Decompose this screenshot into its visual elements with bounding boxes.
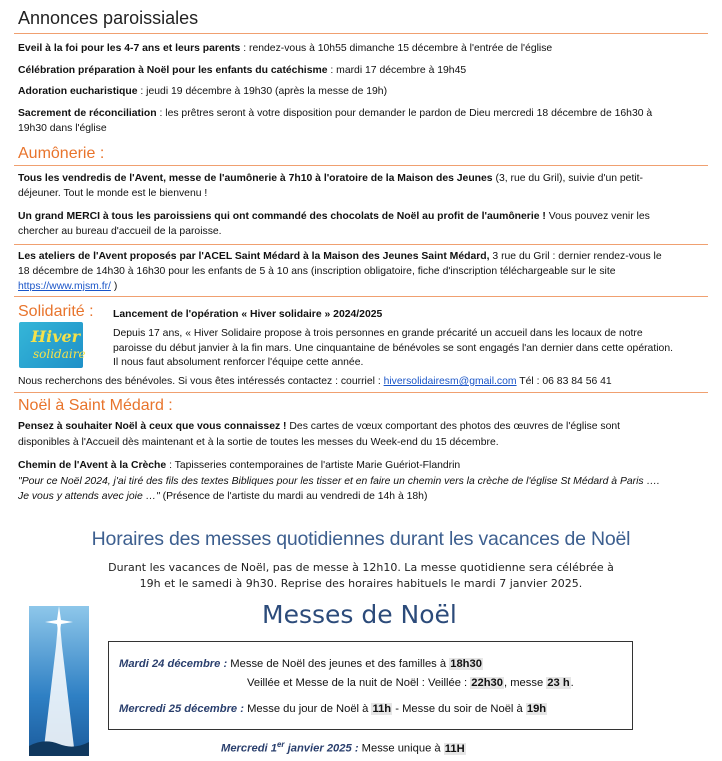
messes-box [108,641,633,730]
aumonerie-merci: Un grand MERCI à tous les paroissiens qui ont commandé des chocolats de Noël au profit de l'aumônerie ! Vous pouvez venir les chercher au bureau d'accueil de la paroisse. [18,211,650,237]
mjsm-link[interactable]: https://www.mjsm.fr/ [18,281,111,292]
divider [14,296,708,297]
messe-1-janvier: Mercredi 1er janvier 2025 : Messe unique à 11H [221,740,465,755]
star-icon [29,606,89,756]
divider [14,244,708,245]
aumonerie-title: Aumônerie : [18,145,105,162]
noel-chemin: Chemin de l'Avent à la Crèche : Tapisseries contemporaines de l'artiste Marie Guériot-Flandrin "Pour ce Noël 2024, j'ai tiré des fils des textes Bibliques pour les tisser et en faire un chemin vers la crèche de l'église St Médard à Paris …. Je vous y attends avec joie …" (Présence de l'artiste du mardi au vendredi de 14h à 18h) [18,460,660,502]
hiver-solidaire-logo [19,322,86,368]
solidarite-text: Depuis 17 ans, « Hiver Solidaire propose à trois personnes en grande précarité un accueil dans les locaux de notre paroisse du début janvier à la fin mars. Une cinquantaine de bénévoles se sont engagés l'an dernier dans cette opération. Il nous faut absolument renforcer l'équipe cette année. [113,328,673,368]
ateliers-avent: Les ateliers de l'Avent proposés par l'ACEL Saint Médard à la Maison des Jeunes Saint Médard, 3 rue du Gril : dernier rendez-vous le 18 décembre de 14h30 à 16h30 pour les enfants de 5 à 10 ans (inscription obligatoire, fiche d'inscription téléchargeable sur le site https://www.mjsm.fr/ ) [18,251,662,292]
messe-24-nuit: Veillée et Messe de la nuit de Noël : Veillée : 22h30, messe 23 h. [247,677,574,689]
divider [14,392,708,393]
noel-cartes: Pensez à souhaiter Noël à ceux que vous connaissez ! Des cartes de vœux comportant des photos des œuvres de l'église sont disponibles à l'Accueil dès maintenant et à la sortie de toutes les messes du Week-end du 15 décembre. [18,421,621,448]
solidarite-title: Solidarité : [18,303,94,320]
annonce-eveil: Eveil à la foi pour les 4-7 ans et leurs parents : rendez-vous à 10h55 dimanche 15 décembre à l'entrée de l'église [18,43,553,54]
annonce-reconciliation: Sacrement de réconciliation : les prêtres seront à votre disposition pour demander le pardon de Dieu mercredi 18 décembre de 16h30 à 19h30 dans l'église [18,108,653,134]
noel-sm-title: Noël à Saint Médard : [18,397,173,414]
horaires-title: Horaires des messes quotidiennes durant les vacances de Noël [91,528,631,550]
logo-word-hiver: Hiver [31,327,81,346]
star-image [29,606,89,756]
logo-word-solidaire: solidaire [33,347,86,361]
divider [14,165,708,166]
annonce-catechisme: Célébration préparation à Noël pour les enfants du catéchisme : mardi 17 décembre à 19h45 [18,65,467,76]
aumonerie-vendredis: Tous les vendredis de l'Avent, messe de l'aumônerie à 7h10 à l'oratoire de la Maison des Jeunes (3, rue du Gril), suivie d'un petit- déjeuner. Tout le monde est le bienvenu ! [18,173,643,199]
messe-25: Mercredi 25 décembre : Messe du jour de Noël à 11h - Messe du soir de Noël à 19h [119,703,547,715]
email-link[interactable]: hiversolidairesm@gmail.com [383,376,517,387]
annonce-adoration: Adoration eucharistique : jeudi 19 décembre à 19h30 (après la messe de 19h) [18,86,388,97]
messes-noel-title: Messes de Noël [262,600,457,629]
annonces-title: Annonces paroissiales [18,8,199,28]
solidarite-heading: Lancement de l'opération « Hiver solidaire » 2024/2025 [113,309,383,320]
divider [14,33,708,34]
horaires-text: Durant les vacances de Noël, pas de messe à 12h10. La messe quotidienne sera célébrée à 19h et le samedi à 9h30. Reprise des horaires habituels le mardi 7 janvier 2025. [108,561,614,590]
solidarite-contact: Nous recherchons des bénévoles. Si vous êtes intéressés contactez : courriel : hiversolidairesm@gmail.com Tél : 06 83 84 56 41 [18,376,612,387]
messe-24-jeunes: Mardi 24 décembre : Messe de Noël des jeunes et des familles à 18h30 [119,658,482,670]
